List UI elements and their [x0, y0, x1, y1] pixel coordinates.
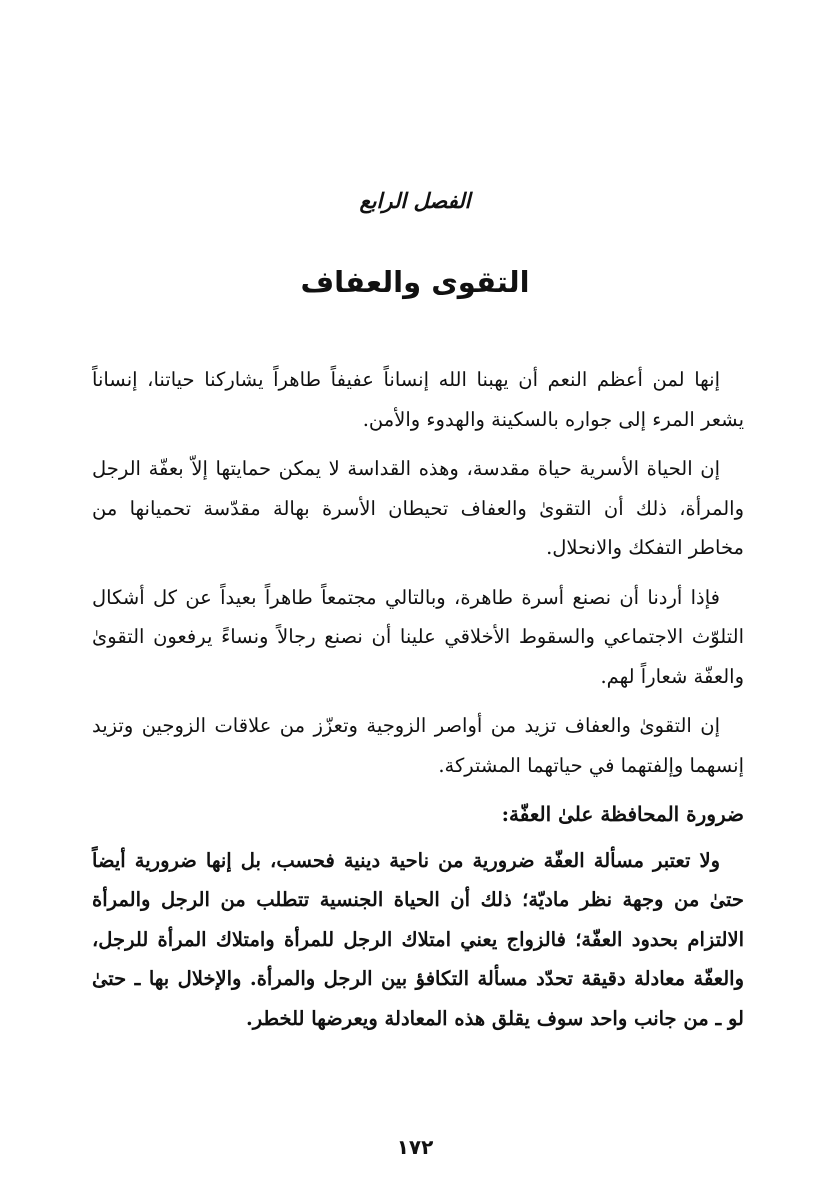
paragraph-2: إن الحياة الأسرية حياة مقدسة، وهذه القداسة لا يمكن حمايتها إلاّ بعفّة الرجل والمرأة، ذلك أن التقوىٰ والعفاف تحيطان الأسرة بهالة مقدّسة تحميانها من مخاطر التفكك والانحلال. — [92, 457, 744, 559]
body-text — [92, 360, 744, 1048]
chapter-label: الفصل الرابع — [359, 188, 471, 213]
page-number: ١٧٢ — [396, 1135, 434, 1159]
section-paragraph: ولا تعتبر مسألة العفّة ضرورية من ناحية دينية فحسب، بل إنها ضرورية أيضاً حتىٰ من وجهة نظر ماديّة؛ ذلك أن الحياة الجنسية تتطلب من الرجل والمرأة الالتزام بحدود العفّة؛ فالزواج يعني امتلاك الرجل للمرأة وامتلاك المرأة للرجل، والعفّة معادلة دقيقة تحدّد مسألة التكافؤ بين الرجل والمرأة. والإخلال بها ـ حتىٰ لو ـ من جانب واحد سوف يقلق هذه المعادلة ويعرضها للخطر. — [92, 848, 744, 1030]
section-heading: ضرورة المحافظة علىٰ العفّة: — [501, 802, 744, 826]
paragraph-1: إنها لمن أعظم النعم أن يهبنا الله إنساناً عفيفاً طاهراً يشاركنا حياتنا، إنساناً يشعر المرء إلى جواره بالسكينة والهدوء والأمن. — [92, 368, 744, 431]
paragraph-4: إن التقوىٰ والعفاف تزيد من أواصر الزوجية وتعزّز من علاقات الزوجين وتزيد إنسهما وإلفتهما في حياتهما المشتركة. — [92, 714, 744, 777]
paragraph-3: فإذا أردنا أن نصنع أسرة طاهرة، وبالتالي مجتمعاً طاهراً بعيداً عن كل أشكال التلوّث الاجتماعي والسقوط الأخلاقي علينا أن نصنع رجالاً ونساءً يرفعون التقوىٰ والعفّة شعاراً لهم. — [92, 585, 744, 688]
chapter-title: التقوى والعفاف — [300, 265, 530, 299]
